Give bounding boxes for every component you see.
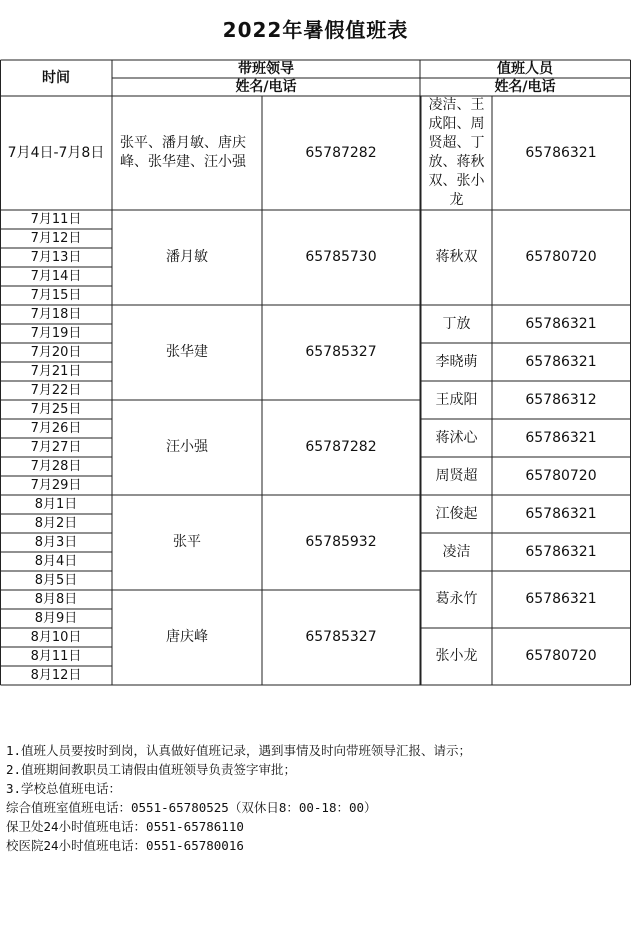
leader-name: 汪小强 bbox=[166, 439, 208, 455]
staff-name: 李晓萌 bbox=[435, 353, 478, 370]
leader-name: 张平 bbox=[173, 534, 201, 550]
first-period-date: 7月4日-7月8日 bbox=[7, 144, 105, 161]
header-staff-group: 值班人员 bbox=[497, 60, 553, 77]
header-time: 时间 bbox=[42, 69, 70, 86]
leader-name: 潘月敏 bbox=[166, 249, 208, 265]
notes-section bbox=[6, 741, 626, 855]
leader-phone: 65787282 bbox=[305, 439, 377, 455]
staff-name: 江俊起 bbox=[435, 505, 478, 522]
date-cell: 8月2日 bbox=[34, 516, 78, 531]
note-line: 校医院24小时值班电话：0551-65780016 bbox=[6, 838, 244, 853]
note-line: 综合值班室值班电话：0551-65780525（双休日8：00-18：00） bbox=[6, 800, 377, 815]
staff-name: 周贤超 bbox=[435, 467, 478, 484]
note-line: 保卫处24小时值班电话：0551-65786110 bbox=[6, 819, 244, 834]
date-cell: 7月26日 bbox=[30, 421, 82, 436]
staff-name: 蒋沭心 bbox=[435, 429, 478, 446]
staff-phone: 65786312 bbox=[525, 391, 597, 408]
page-title: 2022年暑假值班表 bbox=[222, 18, 409, 42]
date-cell: 7月13日 bbox=[30, 250, 82, 265]
date-cell: 8月4日 bbox=[34, 554, 78, 569]
date-cell: 8月12日 bbox=[30, 668, 82, 683]
first-period-staff: 凌洁、王成阳、周贤超、丁放、蒋秋双、张小龙 bbox=[428, 97, 485, 208]
staff-phone: 65780720 bbox=[525, 467, 597, 484]
date-cell: 7月15日 bbox=[30, 288, 82, 303]
staff-name: 丁放 bbox=[442, 315, 471, 332]
date-cell: 8月11日 bbox=[30, 649, 82, 664]
header-leader-group: 带班领导 bbox=[238, 60, 294, 77]
note-line: 3.学校总值班电话： bbox=[6, 781, 122, 796]
staff-phone: 65780720 bbox=[525, 648, 597, 664]
date-cell: 8月10日 bbox=[30, 630, 82, 645]
date-cell: 7月29日 bbox=[30, 478, 82, 493]
leader-name: 张华建 bbox=[166, 344, 208, 360]
leader-name: 唐庆峰 bbox=[166, 629, 208, 645]
date-cell: 8月1日 bbox=[34, 497, 78, 512]
leader-phone: 65785932 bbox=[305, 534, 377, 550]
date-cell: 8月8日 bbox=[34, 592, 78, 607]
note-line: 2.值班期间教职员工请假由值班领导负责签字审批； bbox=[6, 762, 297, 777]
staff-phone: 65786321 bbox=[525, 543, 597, 560]
date-cell: 7月11日 bbox=[30, 212, 82, 227]
date-cell: 8月3日 bbox=[34, 535, 78, 550]
staff-phone: 65780720 bbox=[525, 249, 597, 265]
note-line: 1.值班人员要按时到岗，认真做好值班记录，遇到事情及时向带班领导汇报、请示； bbox=[6, 743, 472, 758]
leader-phone: 65785327 bbox=[305, 344, 377, 360]
staff-name: 葛永竹 bbox=[435, 591, 478, 607]
first-period-leaders: 张平、潘月敏、唐庆峰、张华建、汪小强 bbox=[120, 135, 246, 170]
date-cell: 7月28日 bbox=[30, 459, 82, 474]
staff-name: 王成阳 bbox=[435, 391, 478, 408]
date-cell: 7月18日 bbox=[30, 307, 82, 322]
date-cell: 8月5日 bbox=[34, 573, 78, 588]
staff-name: 蒋秋双 bbox=[435, 249, 478, 265]
date-cell: 7月22日 bbox=[30, 383, 82, 398]
date-cell: 7月19日 bbox=[30, 326, 82, 341]
date-cell: 8月9日 bbox=[34, 611, 78, 626]
first-period-leader-phone: 65787282 bbox=[305, 144, 377, 161]
staff-name: 张小龙 bbox=[435, 648, 478, 664]
date-cell: 7月14日 bbox=[30, 269, 82, 284]
staff-name: 凌洁 bbox=[442, 543, 471, 560]
staff-phone: 65786321 bbox=[525, 353, 597, 370]
staff-phone: 65786321 bbox=[525, 429, 597, 446]
date-cell: 7月20日 bbox=[30, 345, 82, 360]
date-cell: 7月12日 bbox=[30, 231, 82, 246]
staff-phone: 65786321 bbox=[525, 591, 597, 607]
date-cell: 7月21日 bbox=[30, 364, 82, 379]
leader-phone: 65785730 bbox=[305, 249, 377, 265]
staff-phone: 65786321 bbox=[525, 505, 597, 522]
date-cell: 7月27日 bbox=[30, 440, 82, 455]
header-staff-sub: 姓名/电话 bbox=[494, 78, 556, 95]
date-cell: 7月25日 bbox=[30, 402, 82, 417]
first-period-staff-phone: 65786321 bbox=[525, 144, 597, 161]
leader-phone: 65785327 bbox=[305, 629, 377, 645]
staff-phone: 65786321 bbox=[525, 315, 597, 332]
header-leader-sub: 姓名/电话 bbox=[235, 78, 297, 95]
